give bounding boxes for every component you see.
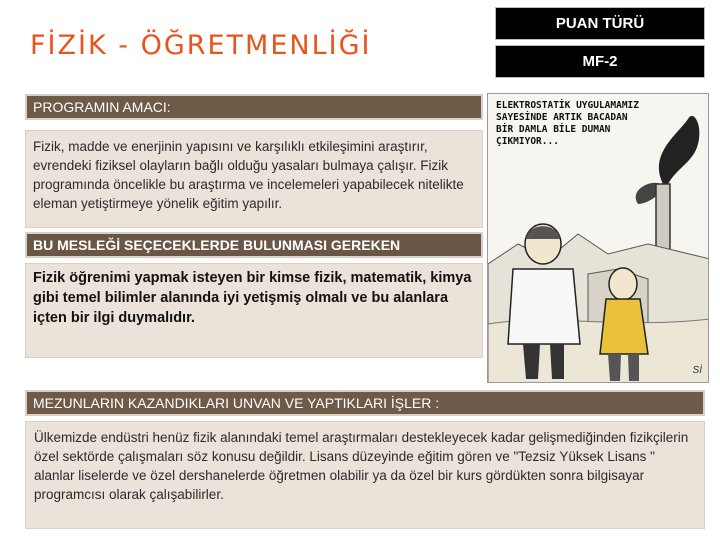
amac-heading-text: PROGRAMIN AMACI: xyxy=(33,99,171,115)
cartoon-illustration xyxy=(487,93,709,383)
amac-heading xyxy=(25,94,483,120)
ozellik-heading xyxy=(25,232,483,258)
cartoon-signature: Sİ xyxy=(692,365,702,376)
puan-turu-value: MF-2 xyxy=(495,45,705,78)
ozellik-text: Fizik öğrenimi yapmak isteyen bir kimse fizik, matematik, kimya gibi temel bilimler alanında iyi yetişmiş olmalı ve bu alanlara içten bir ilgi duymalıdır. xyxy=(33,270,472,326)
mezun-panel xyxy=(25,421,705,529)
puan-turu-label: PUAN TÜRÜ xyxy=(495,7,705,40)
mezun-heading xyxy=(25,390,705,416)
amac-panel xyxy=(25,130,483,228)
page-title: FİZİK - ÖĞRETMENLİĞİ xyxy=(30,30,372,61)
amac-text: Fizik, madde ve enerjinin yapısını ve karşılıklı etkileşimini araştırır, evrendeki fiziksel olayların bağlı olduğu yasaları bulmaya çalışır. Fizik programında öncelikle bu araştırma ve incelemeleri yapabilecek nitelikte eleman yetiştirmeye yönelik eğitim yapılır. xyxy=(33,139,464,211)
ozellik-heading-text: BU MESLEĞİ SEÇECEKLERDE BULUNMASI GEREKEN xyxy=(33,237,401,253)
mezun-heading-text: MEZUNLARIN KAZANDIKLARI UNVAN VE YAPTIKLARI İŞLER : xyxy=(33,395,440,411)
cartoon-caption: ELEKTROSTATİK UYGULAMAMIZ SAYESİNDE ARTIK BACADAN BİR DAMLA BİLE DUMAN ÇIKMIYOR... xyxy=(496,100,639,147)
ozellik-panel xyxy=(25,263,483,358)
mezun-text: Ülkemizde endüstri henüz fizik alanındaki temel araştırmaları destekleyecek kadar gelişmediğinden fizikçilerin özel sektörde çalışmaları söz konusu değildir. Lisans düzeyinde eğitim gören ve "Tezsiz Yüksek Lisans " alanlar liselerde ve özel dershanelerde öğretmen olabilir ya da özel bir kurs gördükten sonra bilgisayar programcısı olarak çalışabilirler. xyxy=(34,430,689,502)
